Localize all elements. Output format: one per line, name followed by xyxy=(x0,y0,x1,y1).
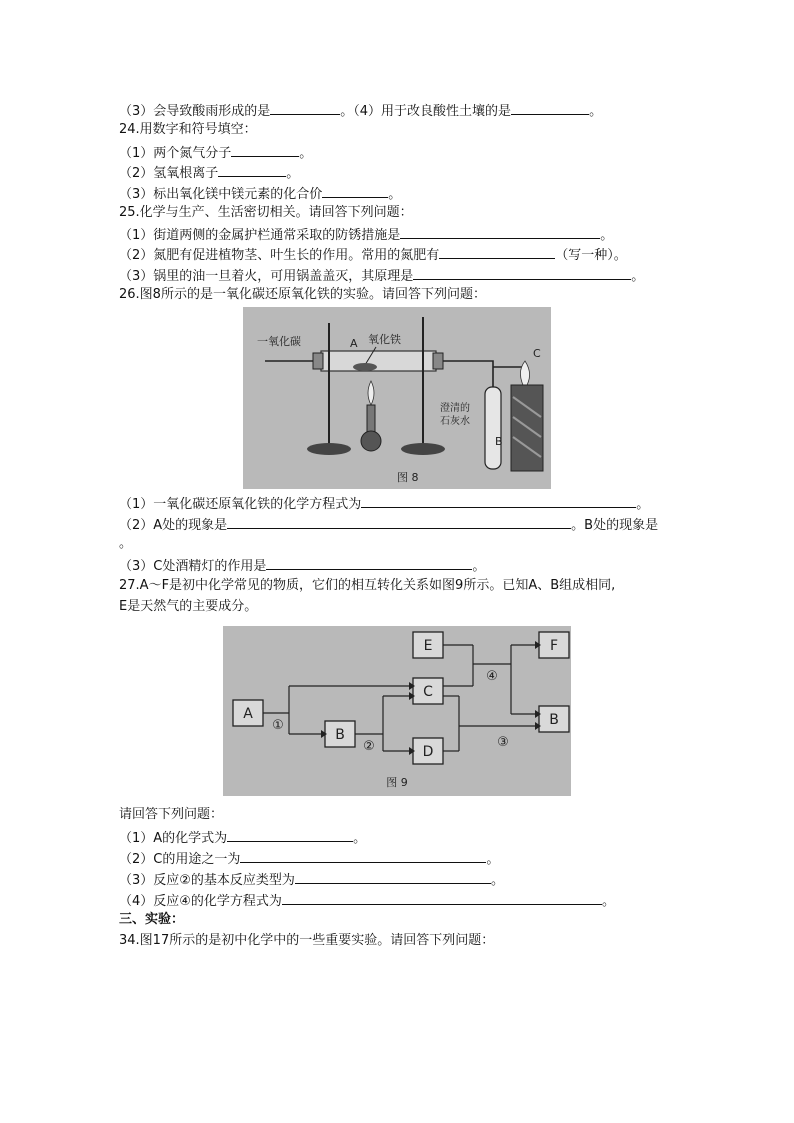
q23-line: （3）会导致酸雨形成的是 。（4）用于改良酸性土壤的是 。 xyxy=(119,100,602,118)
fig9-reaction-3: ③ xyxy=(497,735,509,750)
q27-1-line: （1）A的化学式为 。 xyxy=(119,827,366,845)
q26-1-blank[interactable] xyxy=(361,493,636,508)
fig9-node-d: D xyxy=(422,744,434,760)
q26-2-line: （2）A处的现象是 。B处的现象是 xyxy=(119,514,658,532)
q27-3-blank[interactable] xyxy=(295,869,491,884)
q25-1-blank[interactable] xyxy=(400,224,600,239)
fig8-burner-tube xyxy=(367,405,375,433)
q24-3-line: （3）标出氧化镁中镁元素的化合价 。 xyxy=(119,183,401,201)
q27-ask: 请回答下列问题： xyxy=(119,807,224,822)
fig8-label-fe2o3: 氧化铁 xyxy=(368,333,401,346)
fig8-caption: 图 8 xyxy=(397,471,419,484)
q24-1-line: （1）两个氮气分子 。 xyxy=(119,142,312,160)
q27-2-blank[interactable] xyxy=(240,848,486,863)
fig8-label-a: A xyxy=(350,337,358,350)
q27-title-1: 27.A～F是初中化学常见的物质，它们的相互转化关系如图9所示。已知A、B组成相同, xyxy=(119,578,616,593)
q34-title: 34.图17所示的是初中化学中的一些重要实验。请回答下列问题： xyxy=(119,933,495,948)
fig9-node-e: E xyxy=(423,638,433,654)
q24-1-blank[interactable] xyxy=(231,142,299,157)
fig9-node-f: F xyxy=(549,638,559,654)
q27-3-line: （3）反应②的基本反应类型为 。 xyxy=(119,869,504,887)
fig8-label-co: 一氧化碳 xyxy=(257,335,301,348)
q27-title-2: E是天然气的主要成分。 xyxy=(119,599,258,614)
fig9-node-c: C xyxy=(423,684,433,700)
q26-2-continued: 。 xyxy=(119,536,133,551)
fig8-stand-left-base xyxy=(307,443,351,455)
q25-1-line: （1）街道两侧的金属护栏通常采取的防锈措施是 。 xyxy=(119,224,613,242)
q25-2-line: （2）氮肥有促进植物茎、叶生长的作用。常用的氮肥有 （写一种）。 xyxy=(119,244,627,262)
fig9-node-b1: B xyxy=(335,727,345,743)
q23-3-text: （3）会导致酸雨形成的是 xyxy=(119,104,271,119)
fig8-stopper-right xyxy=(433,353,443,369)
q26-3-blank[interactable] xyxy=(266,555,472,570)
q26-2a-blank[interactable] xyxy=(227,514,571,529)
q27-4-line: （4）反应④的化学方程式为 。 xyxy=(119,890,615,908)
fig8-iron-oxide-powder xyxy=(353,363,377,371)
q25-3-blank[interactable] xyxy=(413,265,631,280)
section-3-heading: 三、实验： xyxy=(119,912,185,927)
q24-title: 24.用数字和符号填空： xyxy=(119,122,257,137)
fig9-node-a: A xyxy=(243,706,253,722)
fig8-label-limewater-2: 石灰水 xyxy=(440,416,470,427)
fig9-node-b2: B xyxy=(549,712,559,728)
q23-4-blank[interactable] xyxy=(511,100,589,115)
fig9-photo-bg xyxy=(223,626,571,796)
fig8-label-b: B xyxy=(495,435,503,448)
fig9-caption: 图 9 xyxy=(386,776,408,789)
fig9-reaction-2: ② xyxy=(363,739,375,754)
q25-2-blank[interactable] xyxy=(439,244,555,259)
q27-4-blank[interactable] xyxy=(282,890,602,905)
q25-title: 25.化学与生产、生活密切相关。请回答下列问题： xyxy=(119,205,413,220)
q27-1-blank[interactable] xyxy=(227,827,353,842)
q24-2-line: （2）氢氧根离子 。 xyxy=(119,162,299,180)
q26-3-line: （3）C处酒精灯的作用是 。 xyxy=(119,555,485,573)
fig8-stopper-left xyxy=(313,353,323,369)
figure-9-flowchart xyxy=(223,626,571,796)
q23-4-text: 。（4）用于改良酸性土壤的是 xyxy=(340,104,512,119)
fig9-reaction-1: ① xyxy=(272,718,284,733)
fig8-burner-base xyxy=(361,431,381,451)
fig8-label-c: C xyxy=(533,347,541,360)
q25-3-line: （3）锅里的油一旦着火，可用锅盖盖灭，其原理是 。 xyxy=(119,265,644,283)
fig8-label-limewater-1: 澄清的 xyxy=(440,403,470,414)
figure-8-apparatus xyxy=(243,307,551,489)
fig8-glass-tube xyxy=(321,351,436,371)
q23-3-blank[interactable] xyxy=(270,100,340,115)
fig8-test-tube xyxy=(485,387,501,469)
q27-2-line: （2）C的用途之一为 。 xyxy=(119,848,499,866)
fig9-reaction-4: ④ xyxy=(486,669,498,684)
q24-3-blank[interactable] xyxy=(322,183,388,198)
q26-title: 26.图8所示的是一氧化碳还原氧化铁的实验。请回答下列问题： xyxy=(119,287,486,302)
q26-1-line: （1）一氧化碳还原氧化铁的化学方程式为 。 xyxy=(119,493,649,511)
fig8-stand-right-base xyxy=(401,443,445,455)
q24-2-blank[interactable] xyxy=(218,162,286,177)
